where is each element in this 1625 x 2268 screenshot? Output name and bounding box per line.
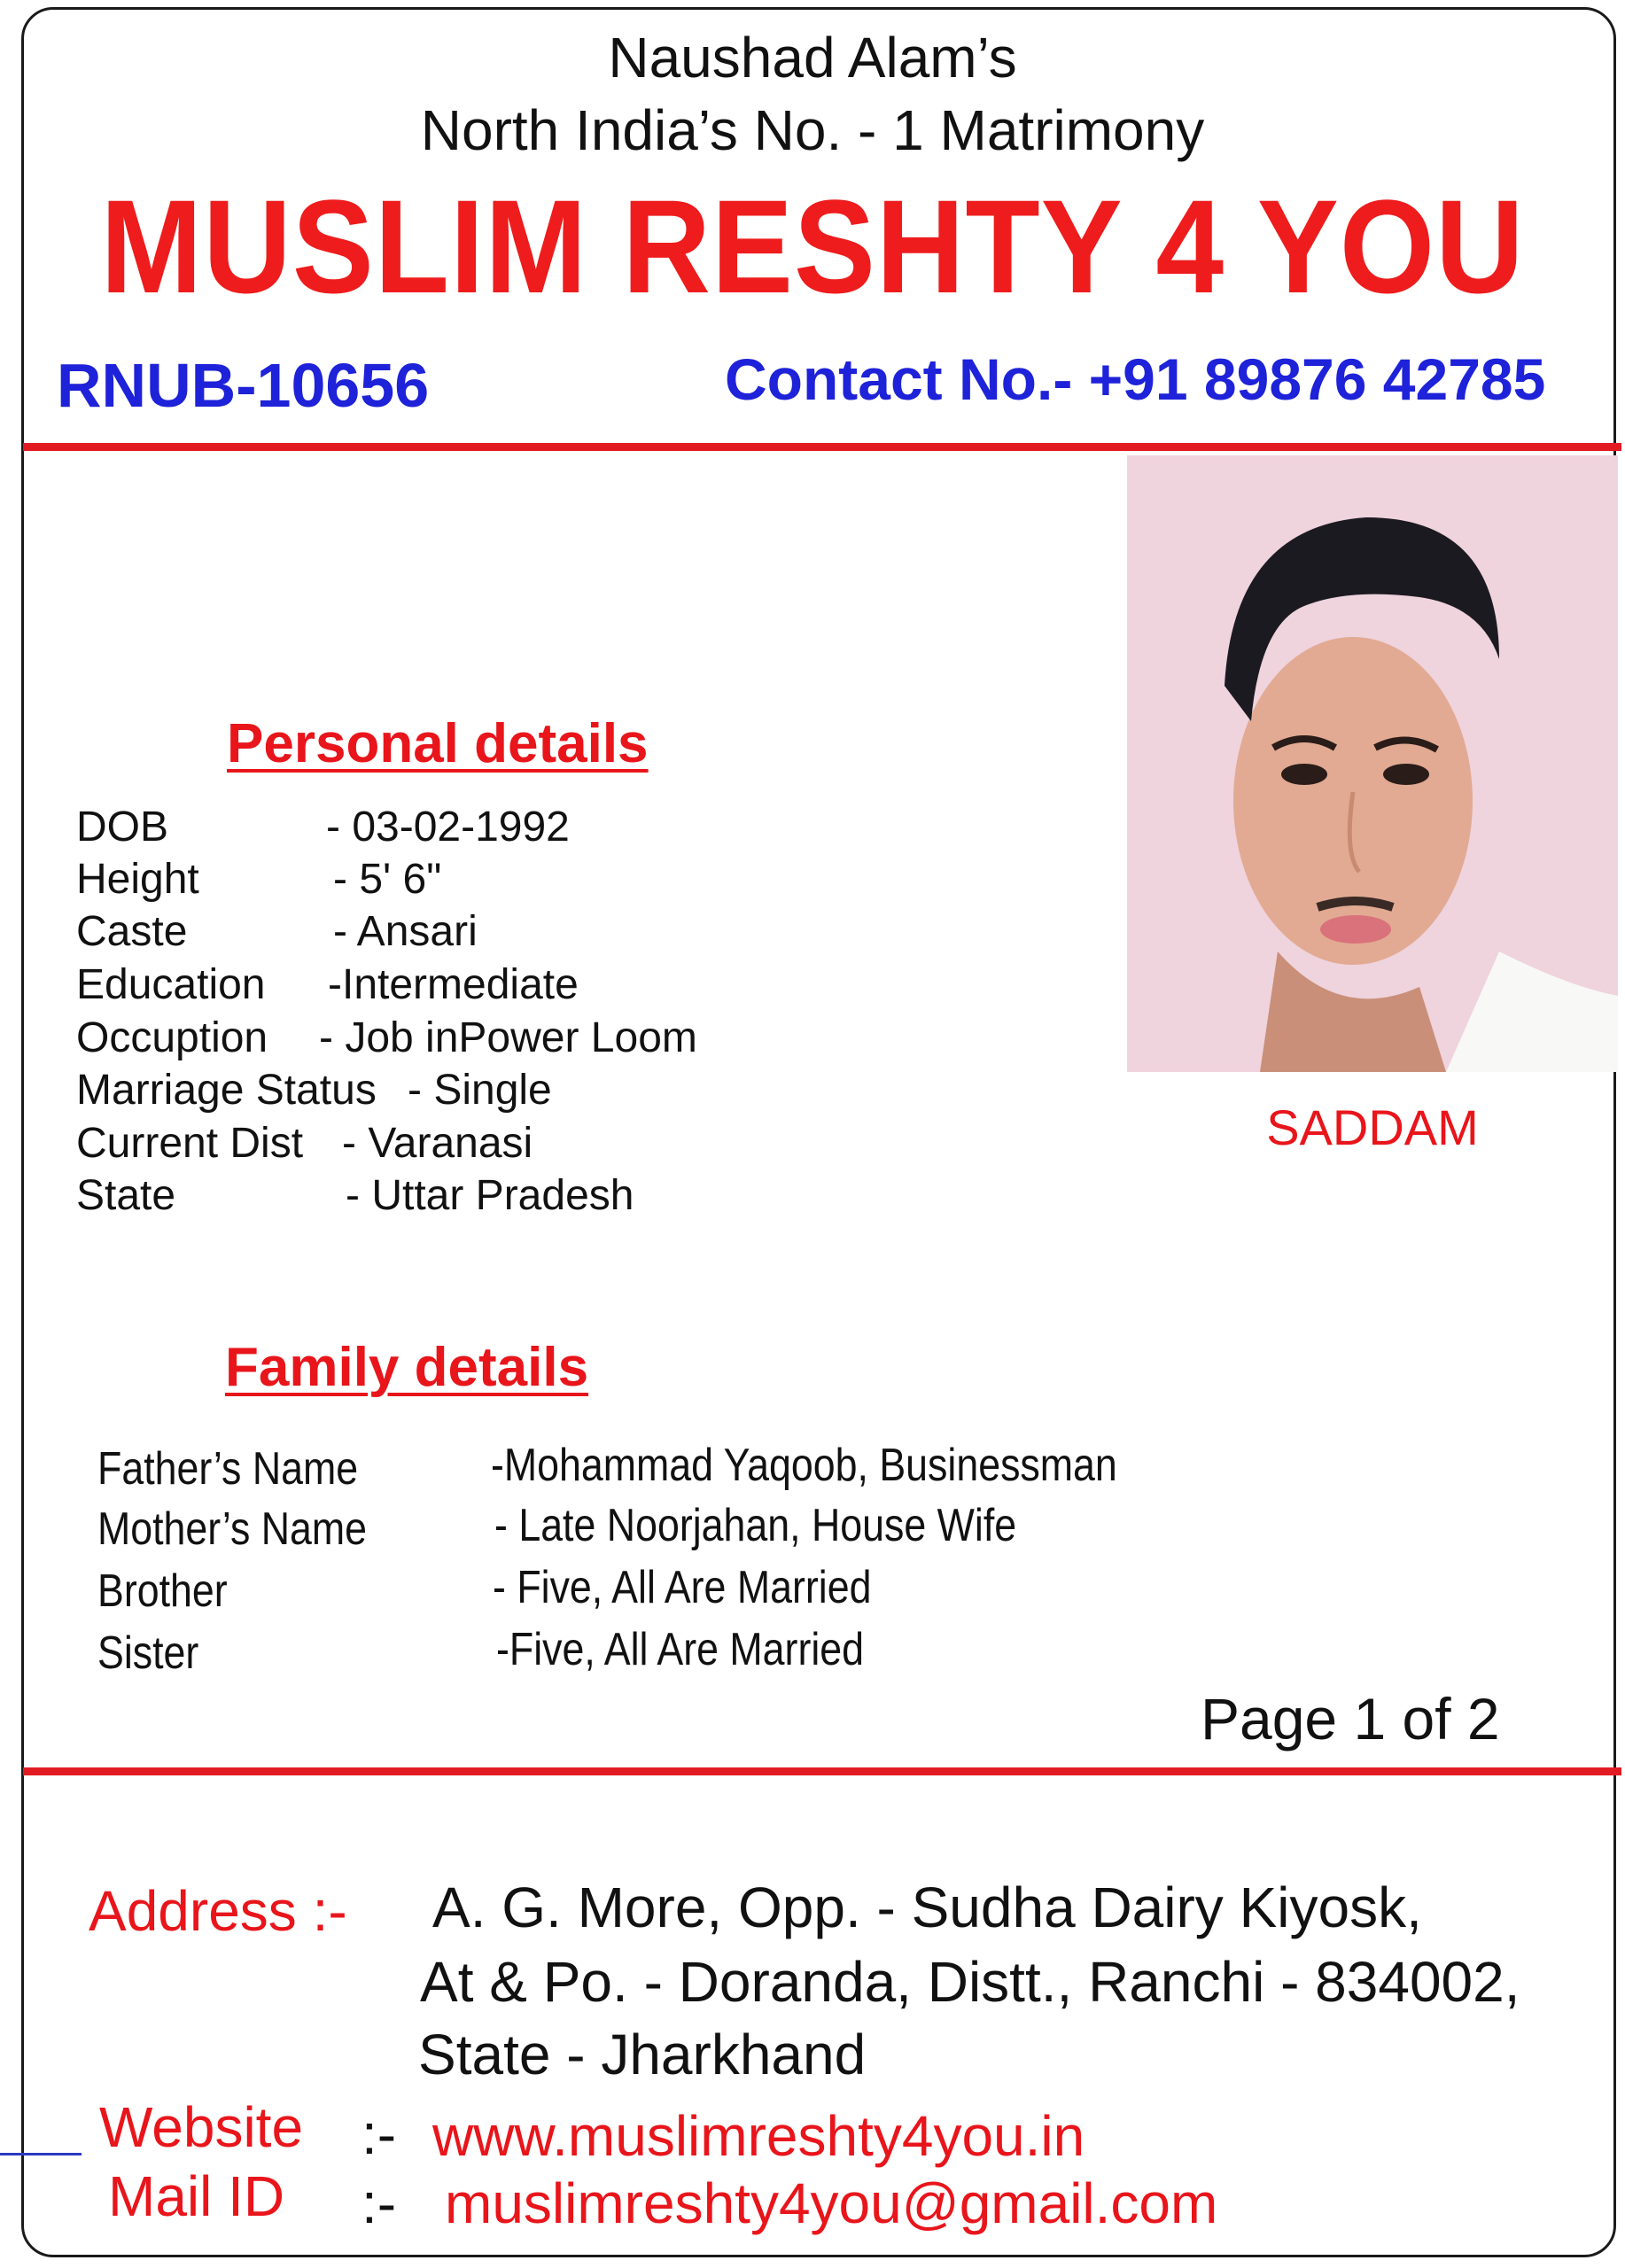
website-link[interactable]: www.muslimreshty4you.in xyxy=(432,2104,1085,2168)
page-indicator: Page 1 of 2 xyxy=(1201,1686,1500,1751)
brother-value: - Five, All Are Married xyxy=(493,1562,872,1613)
state-value: - Uttar Pradesh xyxy=(346,1172,634,1219)
caste-value: - Ansari xyxy=(333,908,478,955)
sister-value: -Five, All Are Married xyxy=(496,1624,865,1675)
address-line-2: At & Po. - Doranda, Distt., Ranchi - 834002, xyxy=(420,1950,1520,2014)
website-label: Website xyxy=(99,2095,304,2159)
mail-label: Mail ID xyxy=(108,2164,285,2228)
margin-mark xyxy=(0,2153,82,2155)
mail-separator: :- xyxy=(362,2171,397,2235)
address-label: Address :- xyxy=(89,1879,347,1943)
marriage-status-label: Marriage Status xyxy=(76,1067,377,1114)
dob-label: DOB xyxy=(76,804,169,850)
registration-number: RNUB-10656 xyxy=(57,351,430,420)
brand-title: MUSLIM RESHTY 4 YOU xyxy=(100,172,1525,321)
marriage-status-value: - Single xyxy=(408,1067,552,1114)
current-dist-label: Current Dist xyxy=(76,1120,304,1167)
education-label: Education xyxy=(76,961,266,1008)
header-owner: Naushad Alam’s xyxy=(608,26,1017,89)
website-separator: :- xyxy=(362,2102,397,2166)
mother-name-label: Mother’s Name xyxy=(97,1503,368,1555)
top-divider xyxy=(23,443,1621,451)
caste-label: Caste xyxy=(76,908,188,955)
current-dist-value: - Varanasi xyxy=(342,1120,533,1167)
mail-link[interactable]: muslimreshty4you@gmail.com xyxy=(445,2171,1218,2235)
header-tagline: North India’s No. - 1 Matrimony xyxy=(420,98,1205,162)
profile-photo xyxy=(1127,455,1618,1072)
father-name-label: Father’s Name xyxy=(97,1443,359,1495)
dob-value: - 03-02-1992 xyxy=(326,804,570,850)
personal-details-title: Personal details xyxy=(227,713,649,774)
height-value: - 5' 6" xyxy=(333,856,442,903)
occupation-value: - Job inPower Loom xyxy=(319,1014,697,1061)
portrait-illustration xyxy=(1127,455,1618,1072)
state-label: State xyxy=(76,1172,176,1219)
bottom-divider xyxy=(23,1767,1621,1775)
education-value: -Intermediate xyxy=(328,961,579,1008)
family-details-title: Family details xyxy=(225,1337,589,1398)
sister-label: Sister xyxy=(97,1627,199,1679)
address-line-1: A. G. More, Opp. - Sudha Dairy Kiyosk, xyxy=(432,1876,1422,1939)
mother-name-value: - Late Noorjahan, House Wife xyxy=(494,1500,1017,1551)
profile-name: SADDAM xyxy=(1266,1099,1479,1155)
father-name-value: -Mohammad Yaqoob, Businessman xyxy=(491,1440,1117,1491)
occupation-label: Occuption xyxy=(76,1014,268,1061)
brother-label: Brother xyxy=(97,1565,228,1617)
contact-number: Contact No.- +91 89876 42785 xyxy=(725,346,1546,412)
address-line-3: State - Jharkhand xyxy=(418,2023,867,2086)
height-label: Height xyxy=(76,856,199,903)
